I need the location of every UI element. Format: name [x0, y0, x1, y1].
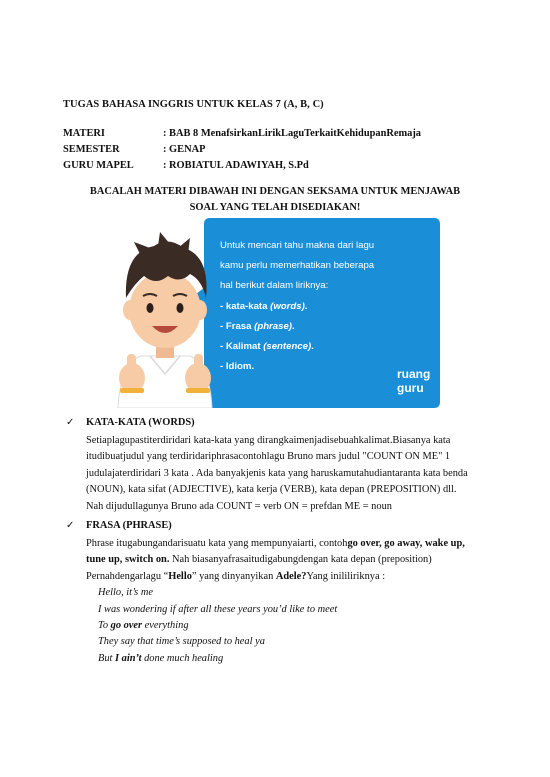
section-body — [86, 433, 498, 515]
bubble-line: Untuk mencari tahu makna dari lagu — [220, 240, 375, 251]
check-icon: ✓ — [66, 417, 75, 428]
document-title: TUGAS BAHASA INGGRIS UNTUK KELAS 7 (A, B, C) — [63, 99, 324, 110]
ruangguru-logo-line: guru — [397, 381, 424, 395]
body-emphasis: Hello — [168, 570, 192, 582]
meta-value: : GENAP — [163, 144, 206, 155]
ruangguru-logo-line: ruang — [397, 367, 431, 381]
lyric-line: I was wondering if after all these years you’d like to meet — [98, 603, 338, 615]
bubble-item: - Kalimat (sentence). — [220, 341, 314, 352]
meta-value: : ROBIATUL ADAWIYAH, S.Pd — [163, 160, 309, 171]
body-line: Setiaplagupastiterdiridari kata-kata yang dirangkaimenjadisebuahkalimat.Biasanya kata — [86, 435, 451, 446]
check-icon: ✓ — [66, 520, 75, 531]
bubble-item: - Frasa (phrase). — [220, 321, 295, 332]
boy-character-icon — [118, 232, 212, 408]
body-line — [86, 536, 498, 552]
instruction — [60, 184, 490, 216]
section-title: KATA-KATA (WORDS) — [86, 417, 195, 428]
body-text: Pernahdengarlagu “ — [86, 570, 169, 582]
section-title: FRASA (PHRASE) — [86, 520, 172, 531]
section-body — [86, 536, 498, 667]
body-text: ” yang dinyanyikan — [191, 570, 276, 582]
body-emphasis: go over, go away, wake up, — [347, 538, 465, 549]
body-line — [86, 552, 498, 568]
meta-key: MATERI — [63, 128, 105, 139]
body-line: (NOUN), kata sifat (ADJECTIVE), kata kerja (VERB), kata depan (PREPOSITION) dll. — [86, 484, 457, 496]
meta-row-semester — [63, 144, 205, 155]
body-line — [86, 569, 498, 585]
meta-value: : BAB 8 MenafsirkanLirikLaguTerkaitKehidupanRemaja — [163, 128, 421, 139]
body-line: judulajaterdiridari 3 kata . Ada banyakjenis kata yang haruskamutahudiantaranta kata benda — [86, 467, 468, 479]
lyric-line: But I ain’t done much healing — [98, 652, 224, 664]
meta-row-guru — [63, 160, 309, 171]
body-text: Yang inililiriknya : — [306, 570, 386, 582]
meta-key: SEMESTER — [63, 144, 120, 155]
body-emphasis: tune up, switch on. — [86, 554, 170, 566]
lyric-line: Hello, it’s me — [98, 587, 153, 599]
meta-row-materi — [63, 128, 421, 139]
bubble-item: - Idiom. — [220, 361, 255, 372]
bubble-line: kamu perlu memerhatikan beberapa — [220, 260, 375, 271]
instruction-line: BACALAH MATERI DIBAWAH INI DENGAN SEKSAMA UNTUK MENJAWAB — [89, 186, 461, 197]
bubble-line: hal berikut dalam liriknya: — [220, 280, 329, 291]
instruction-line: SOAL YANG TELAH DISEDIAKAN! — [189, 202, 361, 213]
bubble-item: - kata-kata (words). — [220, 301, 308, 312]
body-text: Phrase itugabungandarisuatu kata yang mempunyaiarti, contoh — [86, 538, 348, 549]
meta-key: GURU MAPEL — [63, 160, 134, 171]
lyric-line: To go over everything — [98, 620, 189, 632]
body-emphasis: Adele? — [275, 570, 307, 582]
body-line: itudibuatjudul yang terdiridariphrasacontohlagu Bruno mars judul "COUNT ON ME" 1 — [86, 451, 451, 463]
body-text: Nah biasanyafrasaitudigabungdengan kata depan (preposition) — [169, 554, 432, 566]
body-line: Nah dijudullagunya Bruno ada COUNT = verb ON = prefdan ME = noun — [86, 500, 392, 512]
lyric-line: They say that time’s supposed to heal ya — [98, 636, 265, 648]
illustration-boy-bubble — [110, 218, 440, 408]
